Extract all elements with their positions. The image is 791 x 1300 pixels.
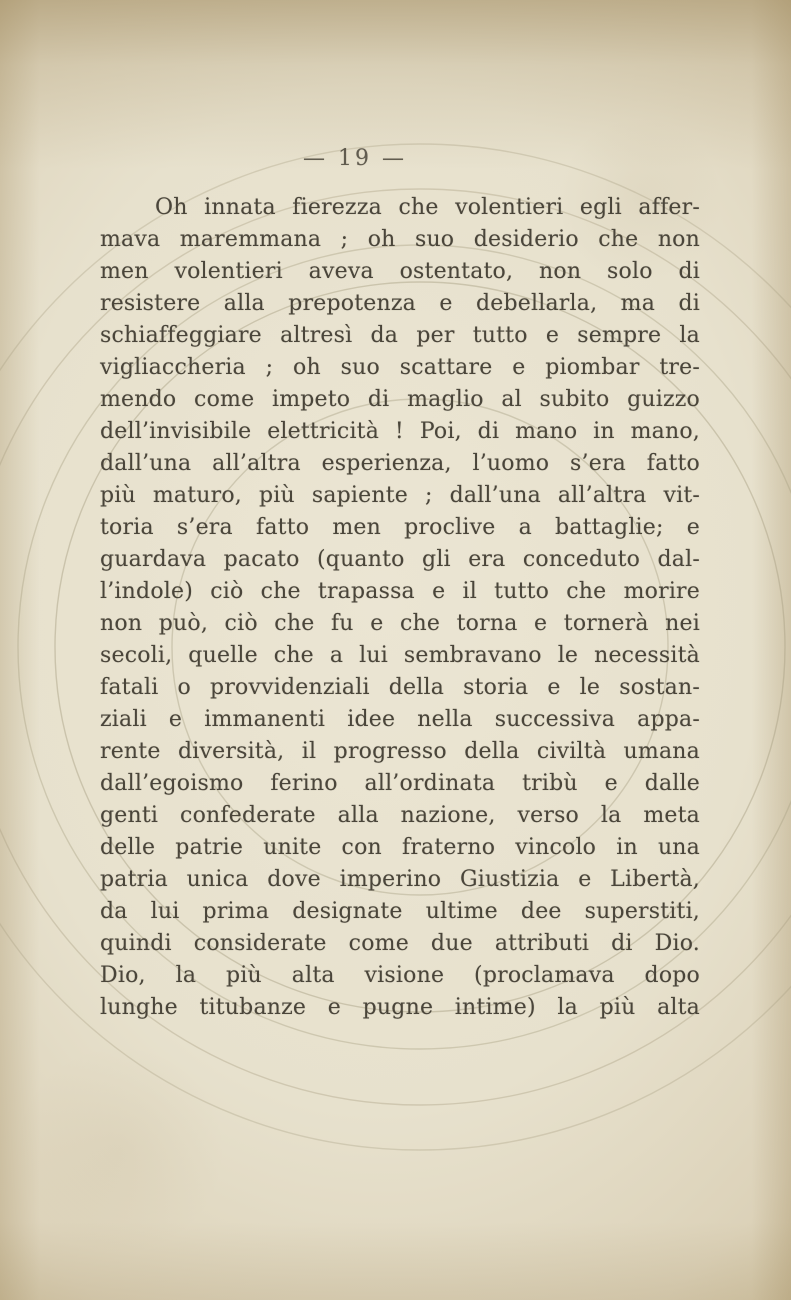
text-line: quindi considerate come due attributi di Dio. <box>100 931 700 956</box>
text-line: da lui prima designate ultime dee superstiti, <box>100 899 700 924</box>
text-line: patria unica dove imperino Giustizia e Libertà, <box>100 867 700 892</box>
text-line: schiaffeggiare altresì da per tutto e sempre la <box>100 323 700 348</box>
text-line: secoli, quelle che a lui sembravano le necessità <box>100 643 700 668</box>
text-line: resistere alla prepotenza e debellarla, ma di <box>100 291 700 316</box>
text-line: delle patrie unite con fraterno vincolo in una <box>100 835 700 860</box>
text-line: non può, ciò che fu e che torna e tornerà nei <box>100 611 700 636</box>
text-line: guardava pacato (quanto gli era conceduto dal- <box>100 547 700 572</box>
text-line: rente diversità, il progresso della civiltà umana <box>100 739 700 764</box>
text-line: mava maremmana ; oh suo desiderio che non <box>100 227 700 252</box>
text-line: dall’egoismo ferino all’ordinata tribù e dalle <box>100 771 700 796</box>
text-line: toria s’era fatto men proclive a battaglie; e <box>100 515 700 540</box>
text-line: Dio, la più alta visione (proclamava dopo <box>100 963 700 988</box>
text-line: dall’una all’altra esperienza, l’uomo s’era fatto <box>100 451 700 476</box>
text-line: mendo come impeto di maglio al subito guizzo <box>100 387 700 412</box>
text-line: lunghe titubanze e pugne intime) la più alta <box>100 995 700 1020</box>
text-line: vigliaccheria ; oh suo scattare e piombar tre- <box>100 355 700 380</box>
text-line: l’indole) ciò che trapassa e il tutto che morire <box>100 579 700 604</box>
page-number: — 19 — <box>303 146 407 171</box>
text-line: fatali o provvidenziali della storia e le sostan- <box>100 675 700 700</box>
text-line: ziali e immanenti idee nella successiva appa- <box>100 707 700 732</box>
text-line: più maturo, più sapiente ; dall’una all’altra vit- <box>100 483 700 508</box>
text-line: genti confederate alla nazione, verso la meta <box>100 803 700 828</box>
text-line: Oh innata fierezza che volentieri egli affer- <box>155 195 700 220</box>
body-text-paragraph <box>100 192 700 1024</box>
text-line: men volentieri aveva ostentato, non solo di <box>100 259 700 284</box>
text-line: dell’invisibile elettricità ! Poi, di mano in mano, <box>100 419 700 444</box>
